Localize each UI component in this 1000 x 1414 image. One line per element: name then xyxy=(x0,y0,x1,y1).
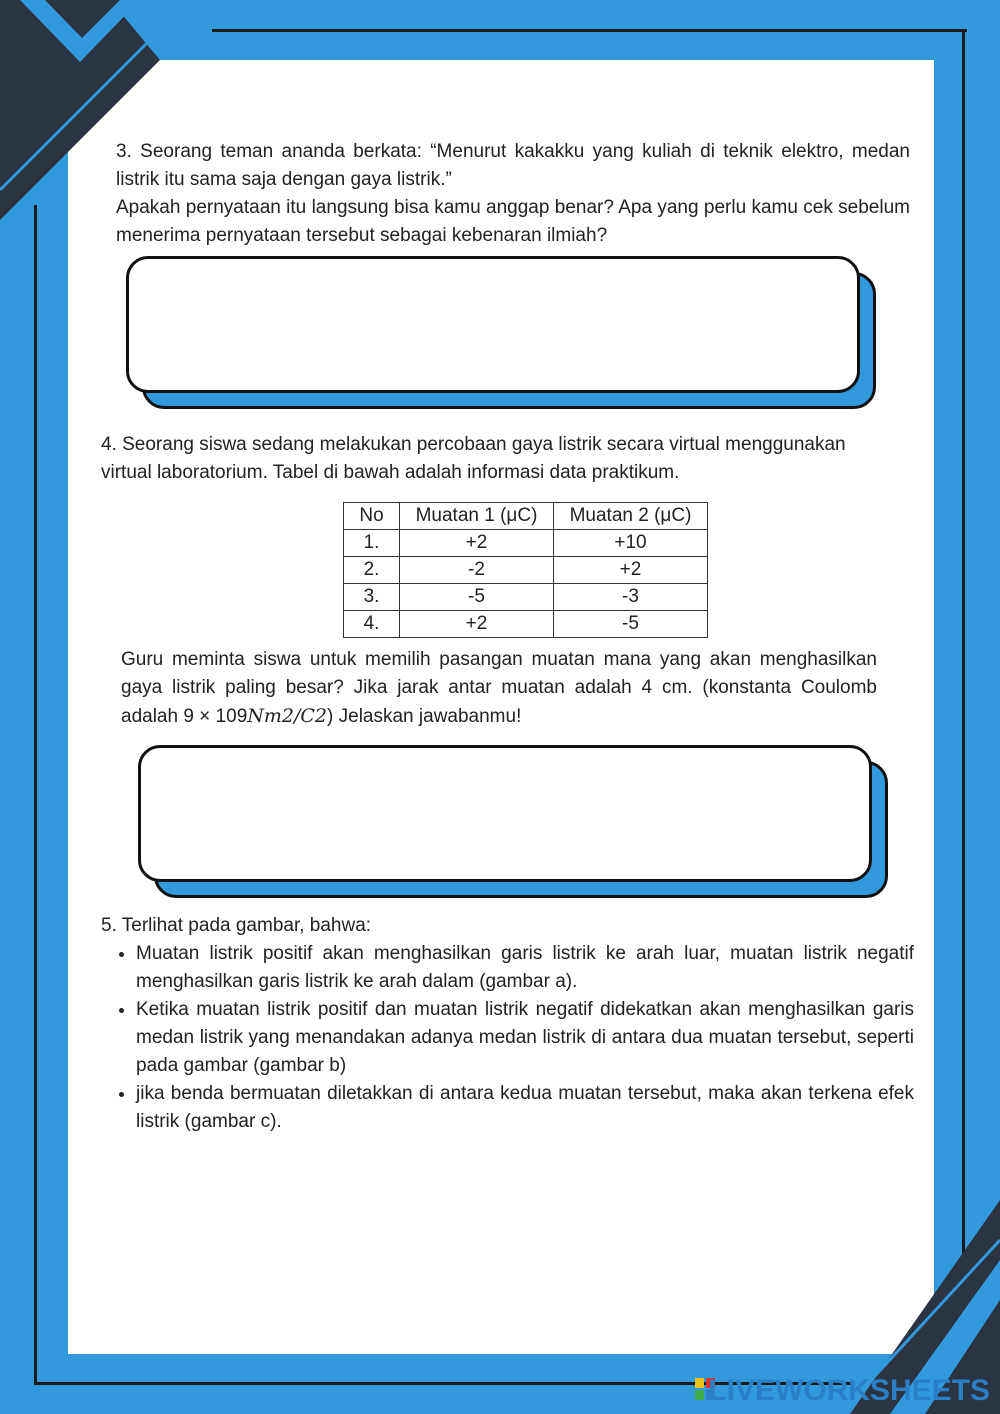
cell-no: 4. xyxy=(344,611,400,638)
cell-no: 3. xyxy=(344,584,400,611)
question-4-intro: 4. Seorang siswa sedang melakukan percobaan gaya listrik secara virtual menggunakan virtual laboratorium. Tabel di bawah adalah informasi data praktikum. xyxy=(101,434,846,483)
cell-muatan-1: +2 xyxy=(400,530,554,557)
table-row xyxy=(344,530,708,557)
cell-muatan-2: +2 xyxy=(554,557,708,584)
cell-no: 2. xyxy=(344,557,400,584)
table-row xyxy=(344,584,708,611)
question-4-prompt-end: ) Jelaskan jawabanmu! xyxy=(327,706,522,727)
answer-box-4[interactable] xyxy=(138,745,872,882)
header-muatan-2: Muatan 2 (μC) xyxy=(554,503,708,530)
cell-muatan-1: +2 xyxy=(400,611,554,638)
question-4-prompt-text: Guru meminta siswa untuk memilih pasangan muatan mana yang akan menghasilkan gaya listrik paling besar? Jika jarak antar muatan adalah 4 cm. (konstanta Coulomb adalah 9 × 109 xyxy=(121,649,877,727)
frame-line-left xyxy=(34,205,37,1385)
frame-line-top-right xyxy=(212,29,967,32)
answer-box-3[interactable] xyxy=(126,256,860,393)
question-4-prompt xyxy=(121,646,877,731)
table-header-row xyxy=(344,503,708,530)
cell-muatan-1: -2 xyxy=(400,557,554,584)
cell-muatan-2: -5 xyxy=(554,611,708,638)
list-item: • Ketika muatan listrik positif dan muatan listrik negatif didekatkan akan menghasilkan garis medan listrik yang menandakan adanya medan listrik di antara dua muatan tersebut, seperti pada gambar (gambar b) xyxy=(136,996,914,1080)
question-3-prompt: Apakah pernyataan itu langsung bisa kamu anggap benar? Apa yang perlu kamu cek sebelum menerima pernyataan tersebut sebagai kebenaran ilmiah? xyxy=(116,197,910,246)
watermark: LIVEWORKSHEETS xyxy=(708,1374,990,1407)
question-5-bullets xyxy=(116,940,914,1136)
question-3-text: 3. Seorang teman ananda berkata: “Menurut kakakku yang kuliah di teknik elektro, medan listrik itu sama saja dengan gaya listrik.” xyxy=(116,141,910,190)
table-row xyxy=(344,611,708,638)
header-no: No xyxy=(344,503,400,530)
coulomb-unit: Nm2/C2 xyxy=(247,705,328,727)
charge-data-table xyxy=(343,502,708,638)
cell-no: 1. xyxy=(344,530,400,557)
cell-muatan-1: -5 xyxy=(400,584,554,611)
list-item: • Muatan listrik positif akan menghasilkan garis listrik ke arah luar, muatan listrik negatif menghasilkan garis listrik ke arah dalam (gambar a). xyxy=(136,940,914,996)
frame-line-right xyxy=(962,29,965,1289)
table-row xyxy=(344,557,708,584)
header-muatan-1: Muatan 1 (μC) xyxy=(400,503,554,530)
cell-muatan-2: -3 xyxy=(554,584,708,611)
list-item: • jika benda bermuatan diletakkan di antara kedua muatan tersebut, maka akan terkena efek listrik (gambar c). xyxy=(136,1080,914,1136)
question-5-intro: 5. Terlihat pada gambar, bahwa: xyxy=(101,915,372,936)
cell-muatan-2: +10 xyxy=(554,530,708,557)
